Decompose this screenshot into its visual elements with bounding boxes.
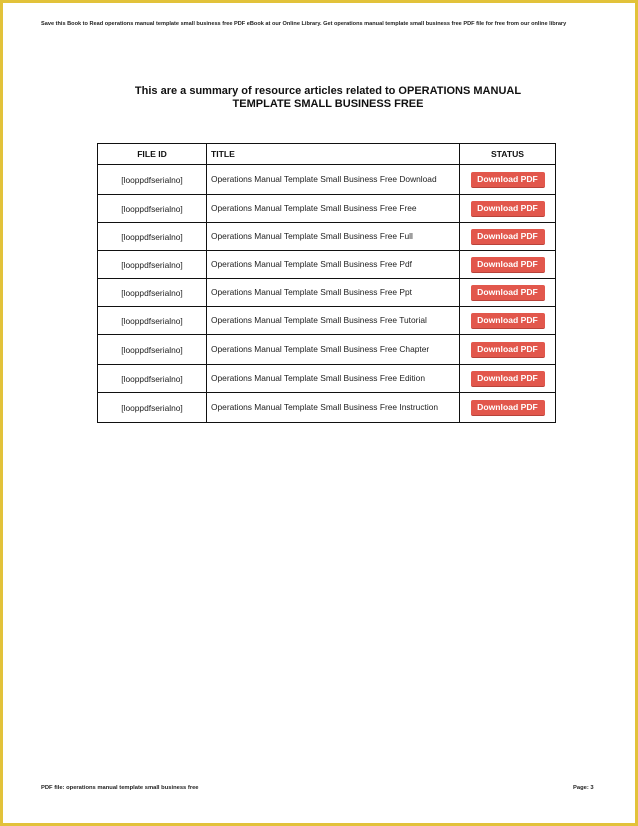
header-note: Save this Book to Read operations manual template small business free PDF eBook at our Online Library. Get operations manual template small business free PDF file for free from our online library: [41, 21, 567, 27]
title-cell: Operations Manual Template Small Business Free Pdf: [207, 251, 460, 279]
download-pdf-button[interactable]: Download PDF: [471, 201, 545, 217]
title-cell: Operations Manual Template Small Business Free Full: [207, 223, 460, 251]
download-pdf-button[interactable]: Download PDF: [471, 257, 545, 273]
title-cell: Operations Manual Template Small Business Free Ppt: [207, 279, 460, 307]
table-row: [98, 365, 556, 393]
table-row: [98, 195, 556, 223]
status-cell: [460, 335, 556, 365]
table-row: [98, 307, 556, 335]
title-cell: Operations Manual Template Small Business Free Instruction: [207, 393, 460, 423]
file-id-cell: [looppdfserialno]: [98, 365, 207, 393]
download-pdf-button[interactable]: Download PDF: [471, 400, 545, 416]
table-row: [98, 393, 556, 423]
table-row: [98, 165, 556, 195]
file-id-cell: [looppdfserialno]: [98, 393, 207, 423]
column-header-file-id: FILE ID: [98, 144, 207, 165]
page-title-line-2: TEMPLATE SMALL BUSINESS FREE: [232, 98, 424, 110]
file-id-cell: [looppdfserialno]: [98, 195, 207, 223]
title-cell: Operations Manual Template Small Business Free Edition: [207, 365, 460, 393]
file-id-cell: [looppdfserialno]: [98, 279, 207, 307]
footer-file-name: PDF file: operations manual template small business free: [41, 785, 199, 791]
footer-page-number: Page: 3: [573, 785, 594, 791]
status-cell: [460, 279, 556, 307]
status-cell: [460, 223, 556, 251]
status-cell: [460, 251, 556, 279]
download-pdf-button[interactable]: Download PDF: [471, 285, 545, 301]
column-header-title: TITLE: [207, 144, 460, 165]
title-cell: Operations Manual Template Small Business Free Download: [207, 165, 460, 195]
file-id-cell: [looppdfserialno]: [98, 165, 207, 195]
table-row: [98, 251, 556, 279]
status-cell: [460, 195, 556, 223]
table-row: [98, 279, 556, 307]
file-id-cell: [looppdfserialno]: [98, 335, 207, 365]
title-cell: Operations Manual Template Small Business Free Free: [207, 195, 460, 223]
status-cell: [460, 165, 556, 195]
file-id-cell: [looppdfserialno]: [98, 307, 207, 335]
table-header-row: [98, 144, 556, 165]
file-id-cell: [looppdfserialno]: [98, 223, 207, 251]
column-header-status: STATUS: [460, 144, 556, 165]
file-id-cell: [looppdfserialno]: [98, 251, 207, 279]
title-cell: Operations Manual Template Small Business Free Chapter: [207, 335, 460, 365]
status-cell: [460, 393, 556, 423]
page-title: [93, 85, 563, 111]
page-title-line-1: This are a summary of resource articles related to OPERATIONS MANUAL: [134, 85, 522, 97]
download-pdf-button[interactable]: Download PDF: [471, 172, 545, 188]
status-cell: [460, 365, 556, 393]
table-row: [98, 335, 556, 365]
download-pdf-button[interactable]: Download PDF: [471, 313, 545, 329]
title-cell: Operations Manual Template Small Business Free Tutorial: [207, 307, 460, 335]
download-pdf-button[interactable]: Download PDF: [471, 371, 545, 387]
status-cell: [460, 307, 556, 335]
download-pdf-button[interactable]: Download PDF: [471, 229, 545, 245]
table-row: [98, 223, 556, 251]
download-pdf-button[interactable]: Download PDF: [471, 342, 545, 358]
resource-table: [97, 143, 556, 423]
